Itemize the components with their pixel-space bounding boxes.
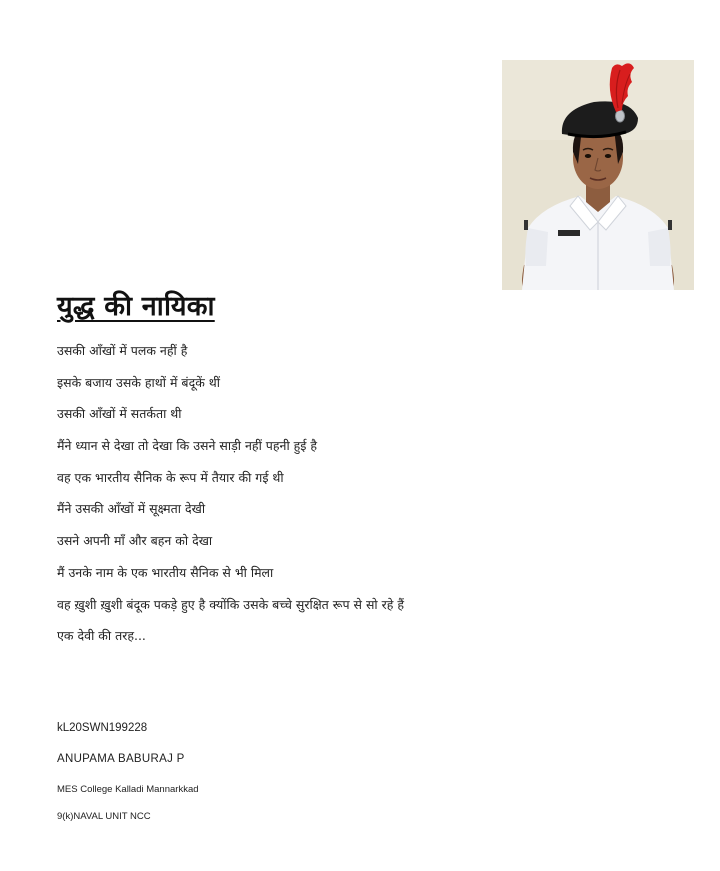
poem-line: उसकी आँखों में सतर्कता थी xyxy=(57,406,182,422)
poem-line: मैंने ध्यान से देखा तो देखा कि उसने साड़ी नहीं पहनी हुई है xyxy=(57,438,318,454)
poem-line: एक देवी की तरह... xyxy=(57,628,146,644)
poem-line: वह एक भारतीय सैनिक के रूप में तैयार की गई थी xyxy=(57,469,284,485)
author-unit: 9(k)NAVAL UNIT NCC xyxy=(57,811,151,822)
poem-line: उसकी आँखों में पलक नहीं है xyxy=(57,343,188,358)
poem-line: इसके बजाय उसके हाथों में बंदूकें थीं xyxy=(57,374,221,390)
poem-title: युद्ध की नायिका xyxy=(57,291,215,322)
author-college: MES College Kalladi Mannarkkad xyxy=(57,784,199,795)
cadet-portrait-photo xyxy=(502,60,694,290)
poem-line: उसने अपनी माँ और बहन को देखा xyxy=(57,533,213,549)
poem-line: मैं उनके नाम के एक भारतीय सैनिक से भी मिला xyxy=(57,564,274,580)
author-name: ANUPAMA BABURAJ P xyxy=(57,753,185,765)
poem-lines xyxy=(57,340,404,657)
author-id: kL20SWN199228 xyxy=(57,722,148,734)
poem-line: वह ख़ुशी ख़ुशी बंदूक पकड़े हुए है क्योंकि उसके बच्चे सुरक्षित रूप से सो रहे हैं xyxy=(57,596,404,612)
poem-line: मैंने उसकी आँखों में सूक्ष्मता देखी xyxy=(57,501,206,517)
